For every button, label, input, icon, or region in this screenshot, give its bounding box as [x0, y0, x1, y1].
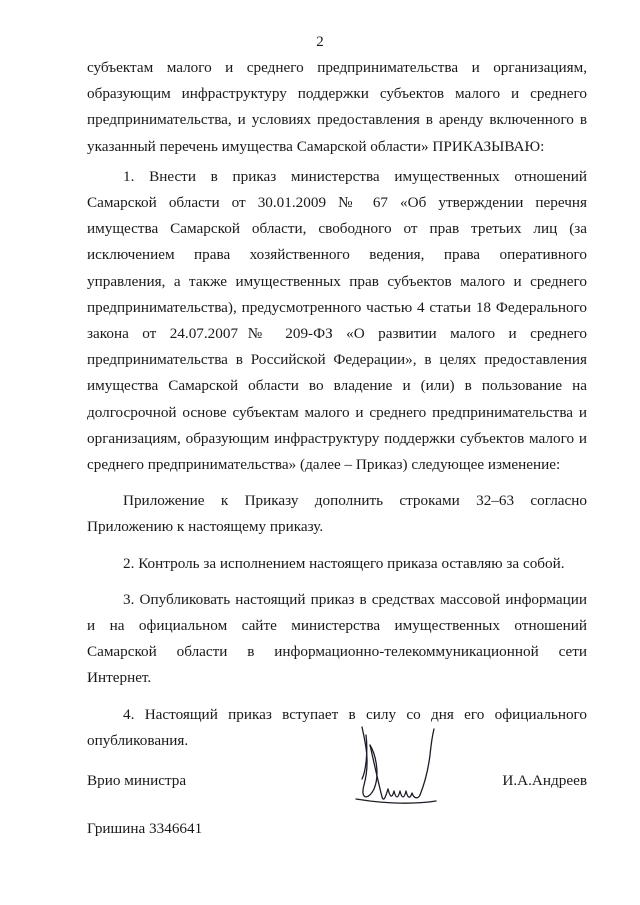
paragraph-intro: субъектам малого и среднего предпринимательства и организациям, образующим инфраструктуру поддержки субъектов малого и среднего предпринимательства, и условиях предоставления в аренду включенного в указанный перечень имущества Самарской области» ПРИКАЗЫВАЮ:	[87, 59, 587, 155]
page-number: 2	[316, 34, 324, 50]
executor-note: Гришина 3346641	[87, 820, 203, 837]
paragraph-item-3: 3. Опубликовать настоящий приказ в средствах массовой информации и на официальном сайте министерства имущественных отношений Самарской области в информационно-телекоммуникационной сети Интернет.	[87, 590, 587, 687]
paragraph-appendix: Приложение к Приказу дополнить строками 32–63 согласно Приложению к настоящему приказу.	[87, 492, 587, 536]
document-body	[87, 55, 587, 754]
paragraph-item-4: 4. Настоящий приказ вступает в силу со дня его официального опубликования.	[87, 705, 587, 749]
signatory-position: Врио министра	[87, 772, 187, 789]
paragraph-item-1: 1. Внести в приказ министерства имущественных отношений Самарской области от 30.01.2009 № 67 «Об утверждении перечня имущества Самарской области, свободного от прав третьих лиц (за исключением права хозяйственного ведения, права оперативного управления, а также имущественных прав субъектов малого и среднего предпринимательства), предусмотренного частью 4 статьи 18 Федерального закона от 24.07.2007№ 209-ФЗ «О развитии малого и среднего предпринимательства в Российской Федерации», в целях предоставления имущества Самарской области во владение и (или) в пользование на долгосрочной основе субъектам малого и среднего предпринимательства и организациям, образующим инфраструктуру поддержки субъектов малого и среднего предпринимательства» (далее – Приказ) следующее изменение:	[87, 167, 587, 474]
paragraph-item-2: 2. Контроль за исполнением настоящего приказа оставляю за собой.	[123, 554, 565, 572]
handwritten-signature	[340, 715, 450, 815]
signatory-name: И.А.Андреев	[502, 772, 587, 789]
